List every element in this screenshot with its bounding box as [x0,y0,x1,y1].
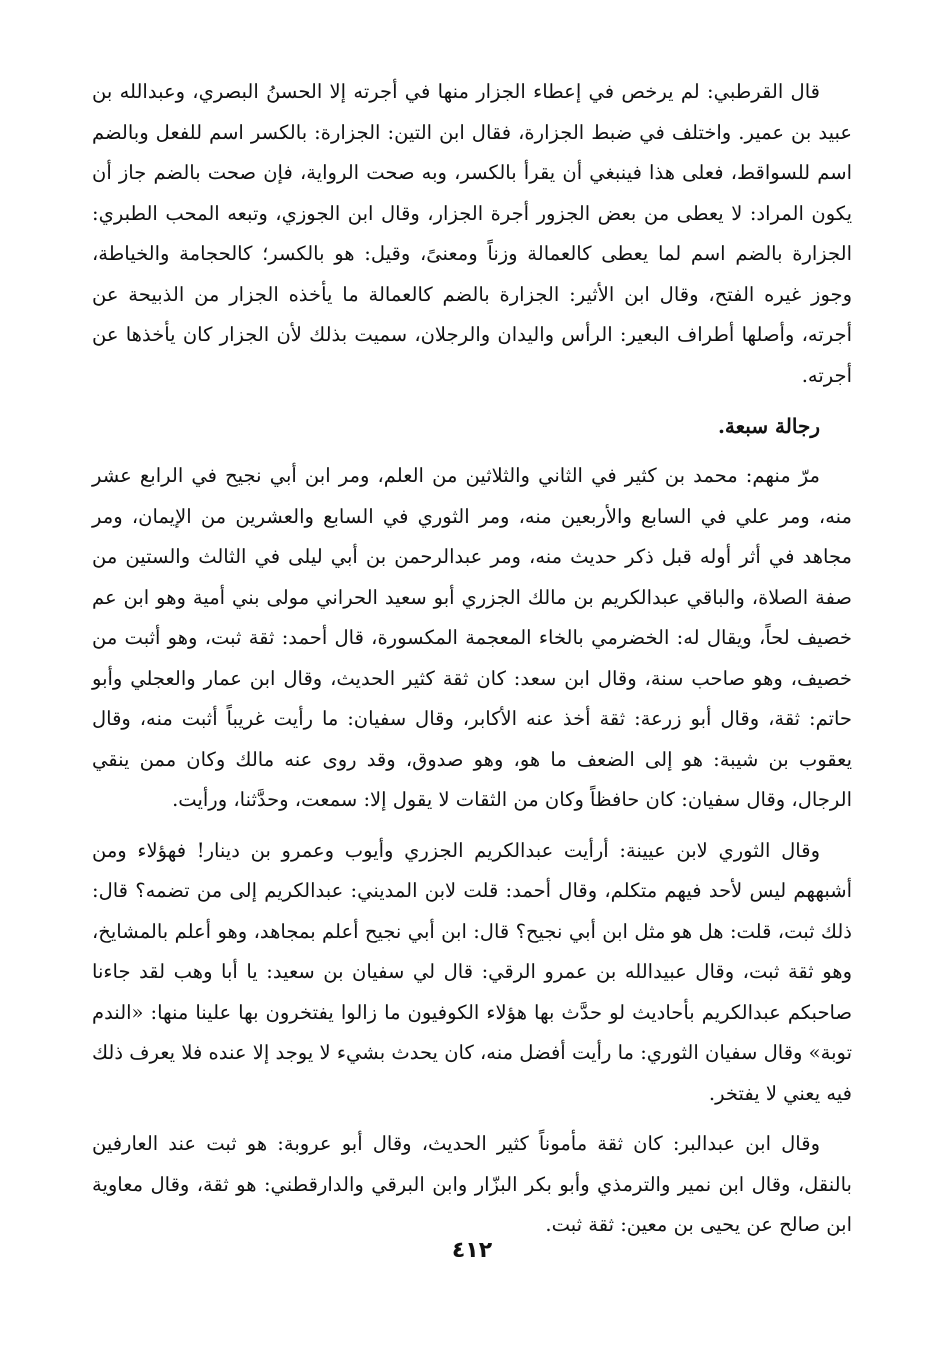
paragraph-1: قال القرطبي: لم يرخص في إعطاء الجزار منها في أجرته إلا الحسنُ البصري، وعبدالله بن عبيد بن عمير. واختلف في ضبط الجزارة، فقال ابن التين: الجزارة: بالكسر اسم للفعل وبالضم اسم للسواقط، فعلى هذا فينبغي أن يقرأ بالكسر، وبه صحت الرواية، فإن صحت بالضم جاز أن يكون المراد: لا يعطى من بعض الجزور أجرة الجزار، وقال ابن الجوزي، وتبعه المحب الطبري: الجزارة بالضم اسم لما يعطى كالعمالة وزناً ومعنىً، وقيل: هو بالكسر؛ كالحجامة والخياطة، وجوز غيره الفتح، وقال ابن الأثير: الجزارة بالضم كالعمالة ما يأخذه الجزار من الذبيحة عن أجرته، وأصلها أطراف البعير: الرأس واليدان والرجلان، سميت بذلك لأن الجزار كان يأخذها عن أجرته. [92,80,852,387]
paragraph-2: مرّ منهم: محمد بن كثير في الثاني والثلاثين من العلم، ومر ابن أبي نجيح في الرابع عشر منه، ومر علي في السابع والأربعين منه، ومر الثوري في السابع والعشرين من الإيمان، ومر مجاهد في أثر أوله قبل ذكر حديث منه، ومر عبدالرحمن بن أبي ليلى في الثالث والستين من صفة الصلاة، والباقي عبدالكريم بن مالك الجزري أبو سعيد الحراني مولى بني أمية وهو ابن عم خصيف لحاً، ويقال له: الخضرمي بالخاء المعجمة المكسورة، قال أحمد: ثقة ثبت، وهو أثبت من خصيف، وهو صاحب سنة، وقال ابن سعد: كان ثقة كثير الحديث، وقال ابن عمار والعجلي وأبو حاتم: ثقة، وقال أبو زرعة: ثقة أخذ عنه الأكابر، وقال سفيان: ما رأيت غريباً أثبت منه، وقال يعقوب بن شيبة: هو إلى الضعف ما هو، وهو صدوق، وقد روى عنه مالك وكان ممن ينقي الرجال، وقال سفيان: كان حافظاً وكان من الثقات لا يقول إلا: سمعت، وحدَّثنا، ورأيت. [92,464,852,811]
page-number: ٤١٢ [451,1238,493,1263]
spacer [92,446,852,456]
paragraph-3: وقال الثوري لابن عيينة: أرأيت عبدالكريم الجزري وأيوب وعمرو بن دينار! فهؤلاء ومن أشبههم ليس لأحد فيهم متكلم، وقال أحمد: قلت لابن المديني: عبدالكريم إلى من تضمه؟ قال: ذلك ثبت، قلت: هل هو مثل ابن أبي نجيح؟ قال: ابن أبي نجيح أعلم بمجاهد، وهو أعلم بالمشايخ، وهو ثقة ثبت، وقال عبيدالله بن عمرو الرقي: قال لي سفيان بن سعيد: يا أبا وهب لقد جاءنا صاحبكم عبدالكريم بأحاديث لو حدَّث بها هؤلاء الكوفيون ما زالوا يفتخرون بها علينا منها: «الندم توبة» وقال سفيان الثوري: ما رأيت أفضل منه، كان يحدث بشيء لا يوجد إلا عنده فلا يعرف ذلك فيه يعني لا يفتخر. [92,838,853,1105]
section-heading: رجالة سبعة. [717,414,820,438]
spacer [92,821,852,831]
paragraph-4: وقال ابن عبدالبر: كان ثقة مأموناً كثير الحديث، وقال أبو عروبة: هو ثبت عند العارفين بالنقل، وقال ابن نمير والترمذي وأبو بكر البزّار وابن البرقي والدارقطني: هو ثقة، وقال معاوية ابن صالح عن يحيى بن معين: ثقة ثبت. [92,1132,852,1236]
document-page [92,72,852,1246]
spacer [92,396,852,406]
spacer [92,1114,852,1124]
